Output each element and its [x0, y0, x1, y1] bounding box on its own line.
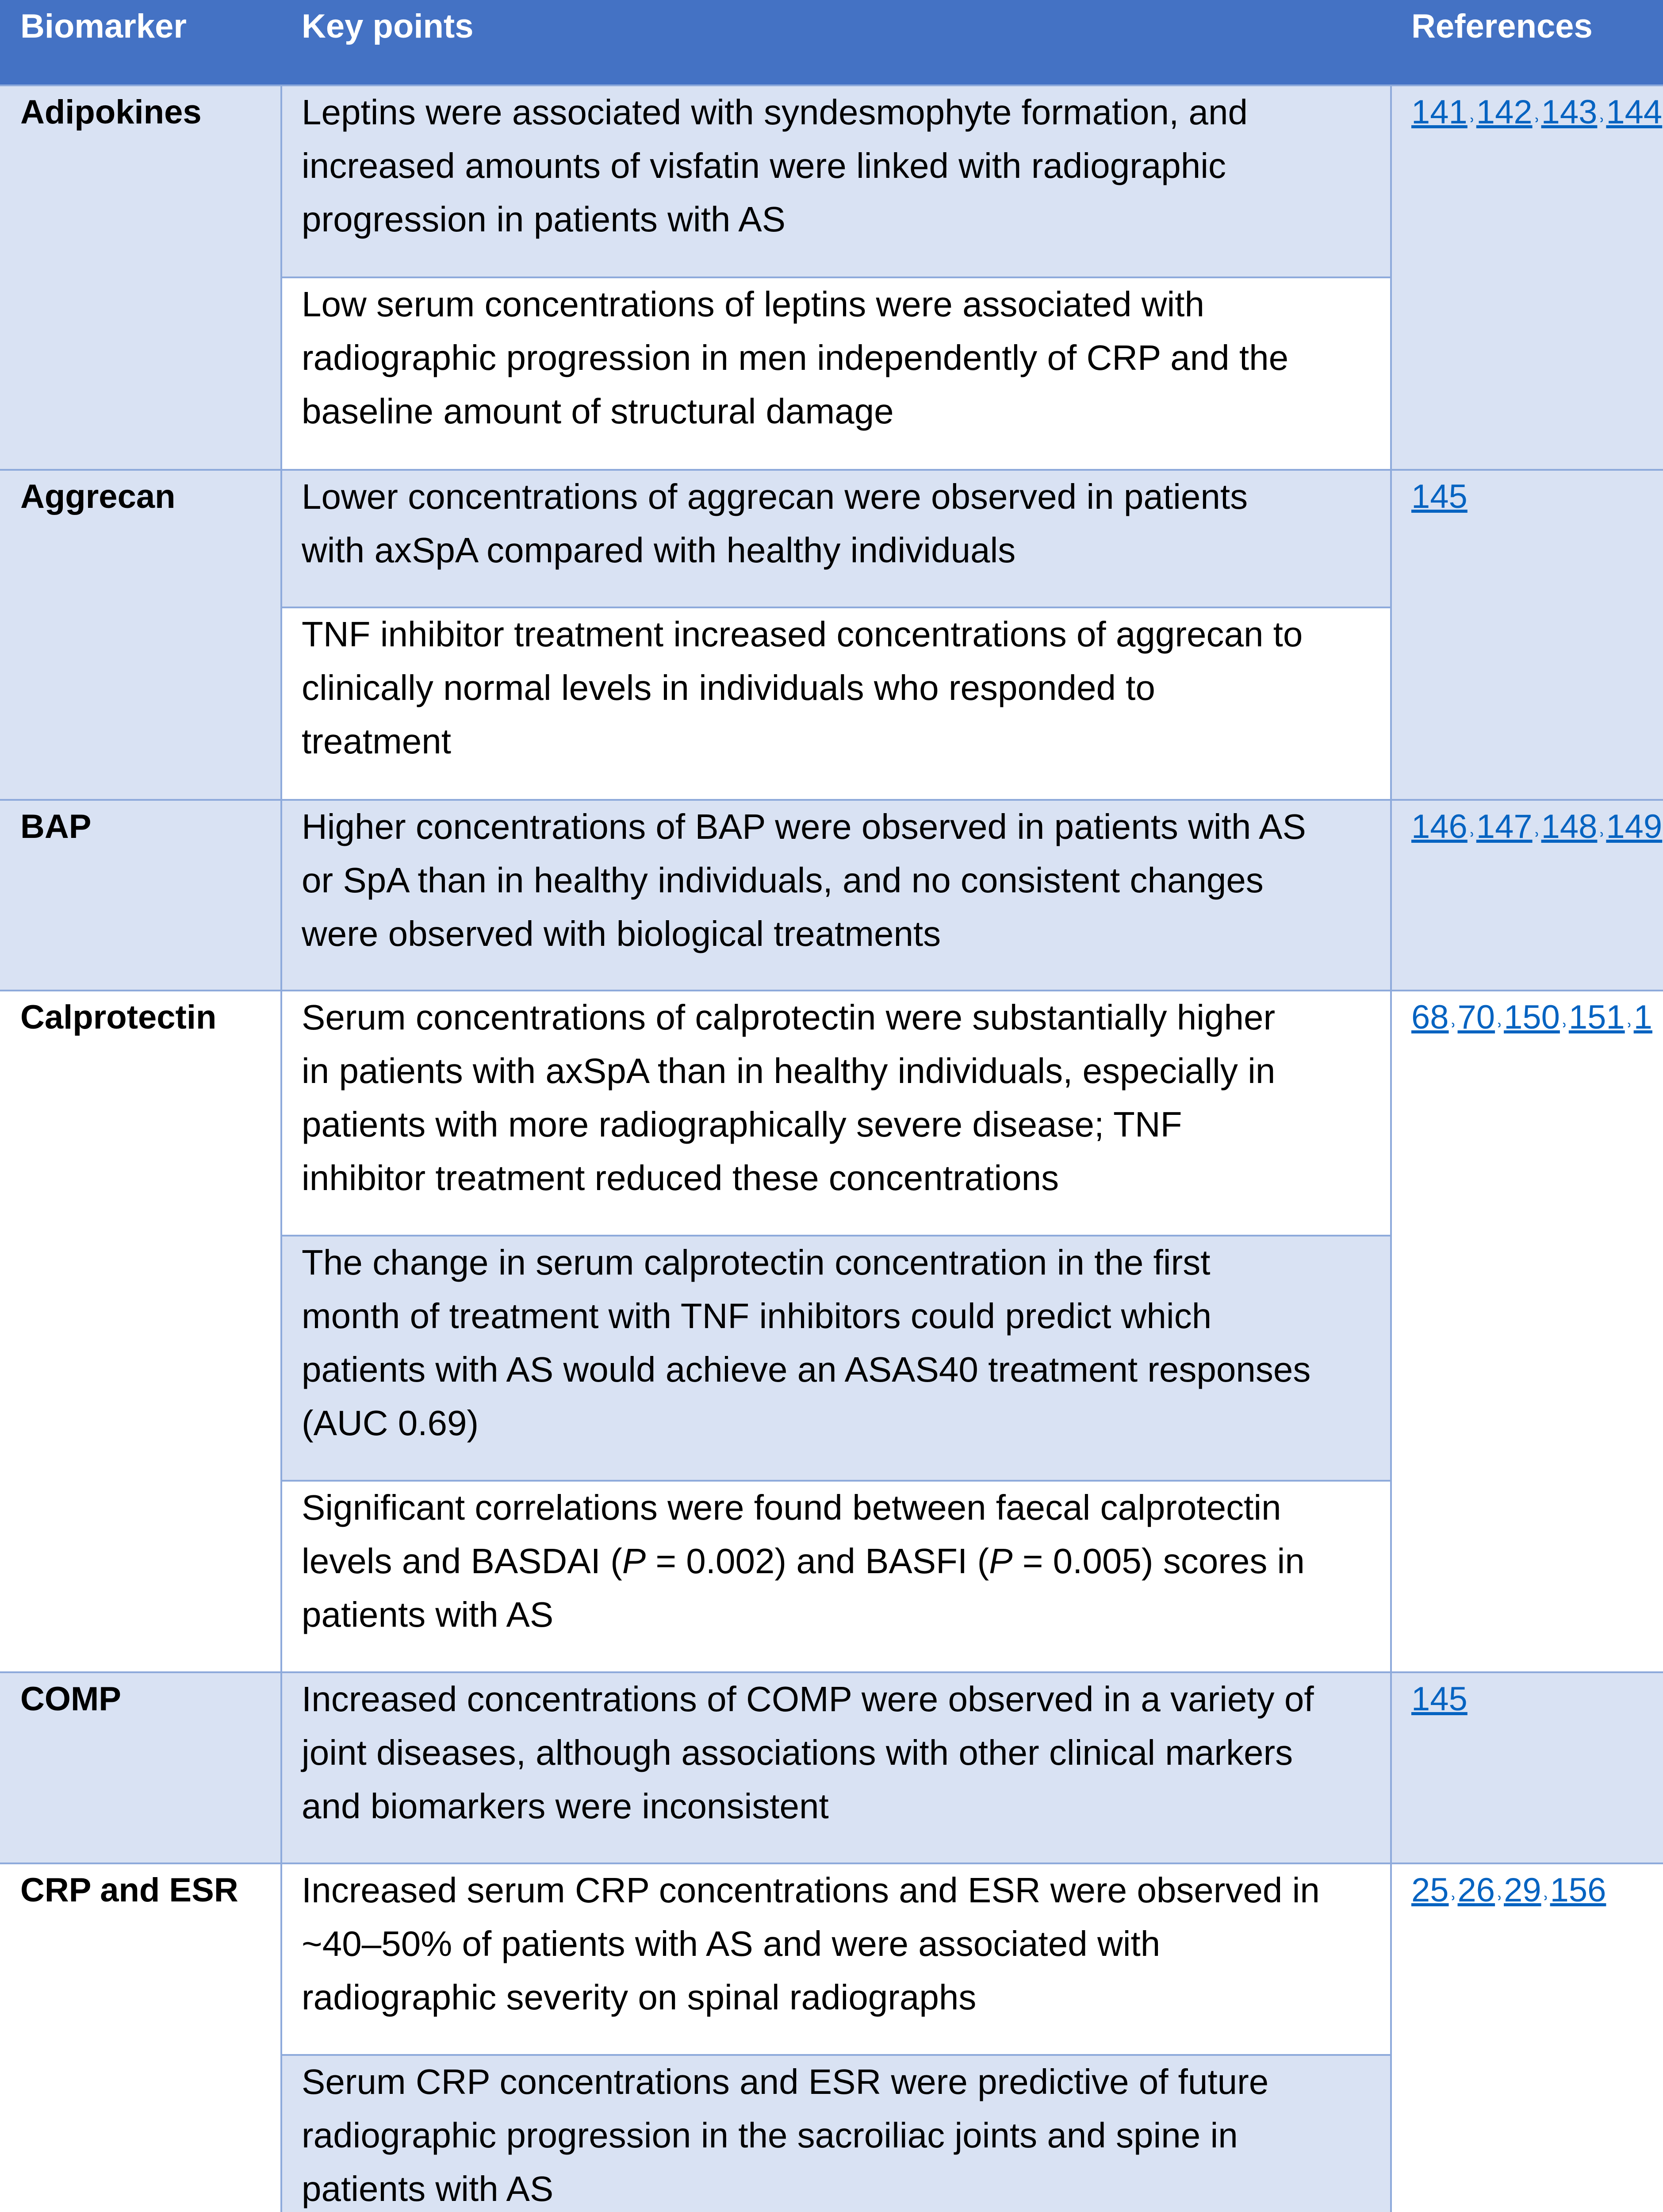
key-point-line: levels and BASDAI (P = 0.002) and BASFI (P = 0.005) scores in [302, 1541, 1305, 1581]
key-point-cell [281, 1672, 1391, 1863]
key-point-cell [281, 277, 1391, 470]
reference-separator: ˒ [1467, 100, 1476, 129]
key-point-line: baseline amount of structural damage [302, 392, 894, 431]
biomarker-cell: Calprotectin [0, 991, 281, 1672]
reference-link[interactable]: 144 [1606, 93, 1663, 131]
key-point-line: radiographic severity on spinal radiographs [302, 1978, 977, 2017]
reference-separator: ˒ [1625, 1005, 1634, 1034]
reference-separator: ˒ [1597, 100, 1606, 129]
key-point-line: TNF inhibitor treatment increased concentrations of aggrecan to [302, 614, 1303, 654]
reference-separator: ˒ [1448, 1878, 1458, 1907]
column-border [1390, 85, 1392, 2212]
key-point-line: in patients with axSpA than in healthy individuals, especially in [302, 1051, 1276, 1091]
key-point-line: ~40–50% of patients with AS and were associated with [302, 1924, 1161, 1963]
key-point-line: Increased serum CRP concentrations and ESR were observed in [302, 1870, 1320, 1910]
key-point-line: The change in serum calprotectin concentration in the first [302, 1243, 1211, 1282]
header-references: References [1391, 0, 1663, 85]
key-point-cell [281, 1236, 1391, 1481]
reference-link[interactable]: 68 [1411, 998, 1449, 1036]
row-border [0, 84, 1663, 86]
column-border [280, 85, 282, 2212]
key-point-line: with axSpA compared with healthy individuals [302, 530, 1016, 570]
reference-separator: ˒ [1495, 1005, 1504, 1034]
reference-separator: ˒ [1597, 814, 1606, 844]
row-border [0, 799, 1663, 801]
key-point-line: Higher concentrations of BAP were observed in patients with AS [302, 807, 1306, 846]
reference-separator: ˒ [1532, 100, 1541, 129]
key-point-line: patients with AS would achieve an ASAS40 treatment responses [302, 1350, 1311, 1389]
references-cell [1391, 800, 1663, 991]
key-point-line: or SpA than in healthy individuals, and no consistent changes [302, 860, 1264, 900]
key-point-line: month of treatment with TNF inhibitors could predict which [302, 1296, 1212, 1336]
reference-link[interactable]: 70 [1457, 998, 1495, 1036]
reference-separator: ˒ [1467, 814, 1476, 844]
references-cell [1391, 1672, 1663, 1863]
row-border [0, 1671, 1663, 1673]
references-cell [1391, 470, 1663, 800]
key-point-line: Serum concentrations of calprotectin were substantially higher [302, 998, 1276, 1037]
key-point-cell [281, 800, 1391, 991]
biomarker-cell: CRP and ESR [0, 1863, 281, 2212]
subrow-border [281, 276, 1391, 278]
reference-link[interactable]: 145 [1411, 478, 1468, 515]
key-point-line: Significant correlations were found between faecal calprotectin [302, 1488, 1281, 1527]
key-point-cell [281, 470, 1391, 607]
biomarker-cell: COMP [0, 1672, 281, 1863]
key-point-line: Increased concentrations of COMP were observed in a variety of [302, 1679, 1314, 1719]
reference-link[interactable]: 150 [1504, 998, 1560, 1036]
reference-link[interactable]: 147 [1476, 808, 1533, 845]
subrow-border [281, 1235, 1391, 1237]
biomarker-cell: BAP [0, 800, 281, 991]
row-border [0, 469, 1663, 471]
key-point-cell [281, 1863, 1391, 2055]
key-point-line: Lower concentrations of aggrecan were observed in patients [302, 477, 1248, 516]
key-point-line: clinically normal levels in individuals who responded to [302, 668, 1155, 707]
references-cell [1391, 1863, 1663, 2212]
key-point-line: inhibitor treatment reduced these concentrations [302, 1158, 1059, 1198]
biomarker-cell: Adipokines [0, 85, 281, 470]
header-biomarker: Biomarker [0, 0, 281, 85]
reference-link[interactable]: 146 [1411, 808, 1468, 845]
key-point-line: radiographic progression in the sacroiliac joints and spine in [302, 2116, 1238, 2155]
reference-link[interactable]: 145 [1411, 1680, 1468, 1718]
row-border [0, 1863, 1663, 1864]
references-cell [1391, 85, 1663, 470]
reference-link[interactable]: 149 [1606, 808, 1663, 845]
row-border [0, 990, 1663, 991]
subrow-border [281, 1480, 1391, 1482]
key-point-line: were observed with biological treatments [302, 914, 941, 953]
key-point-line: radiographic progression in men independently of CRP and the [302, 338, 1289, 377]
reference-link[interactable]: 151 [1568, 998, 1625, 1036]
key-point-line: Serum CRP concentrations and ESR were predictive of future [302, 2062, 1269, 2101]
reference-link[interactable]: 26 [1457, 1871, 1495, 1909]
key-point-line: (AUC 0.69) [302, 1403, 479, 1443]
biomarker-cell: Aggrecan [0, 470, 281, 800]
header-key-points: Key points [281, 0, 1391, 85]
key-point-line: increased amounts of visfatin were linked with radiographic [302, 146, 1226, 185]
reference-link[interactable]: 141 [1411, 93, 1468, 131]
references-cell [1391, 991, 1663, 1672]
reference-link[interactable]: 156 [1550, 1871, 1606, 1909]
key-point-cell [281, 2055, 1391, 2212]
key-point-line: patients with more radiographically severe disease; TNF [302, 1105, 1182, 1144]
reference-link[interactable]: 142 [1476, 93, 1533, 131]
reference-link[interactable]: 143 [1541, 93, 1598, 131]
reference-separator: ˒ [1541, 1878, 1550, 1907]
key-point-cell [281, 1481, 1391, 1672]
key-point-line: and biomarkers were inconsistent [302, 1786, 829, 1826]
reference-link[interactable]: 29 [1504, 1871, 1541, 1909]
key-point-line: Leptins were associated with syndesmophyte formation, and [302, 92, 1248, 132]
key-point-line: patients with AS [302, 2169, 554, 2208]
reference-separator: ˒ [1495, 1878, 1504, 1907]
reference-link[interactable]: 25 [1411, 1871, 1449, 1909]
key-point-line: progression in patients with AS [302, 200, 786, 239]
reference-link[interactable]: 1 [1633, 998, 1652, 1036]
key-point-line: joint diseases, although associations with other clinical markers [302, 1733, 1293, 1772]
key-point-line: patients with AS [302, 1595, 554, 1634]
reference-separator: ˒ [1448, 1005, 1458, 1034]
reference-separator: ˒ [1532, 814, 1541, 844]
key-point-cell [281, 991, 1391, 1236]
reference-separator: ˒ [1560, 1005, 1569, 1034]
subrow-border [281, 2054, 1391, 2056]
key-point-line: Low serum concentrations of leptins were associated with [302, 284, 1205, 324]
subrow-border [281, 607, 1391, 608]
key-point-cell [281, 607, 1391, 800]
key-point-line: treatment [302, 722, 451, 761]
key-point-cell [281, 85, 1391, 277]
reference-link[interactable]: 148 [1541, 808, 1598, 845]
